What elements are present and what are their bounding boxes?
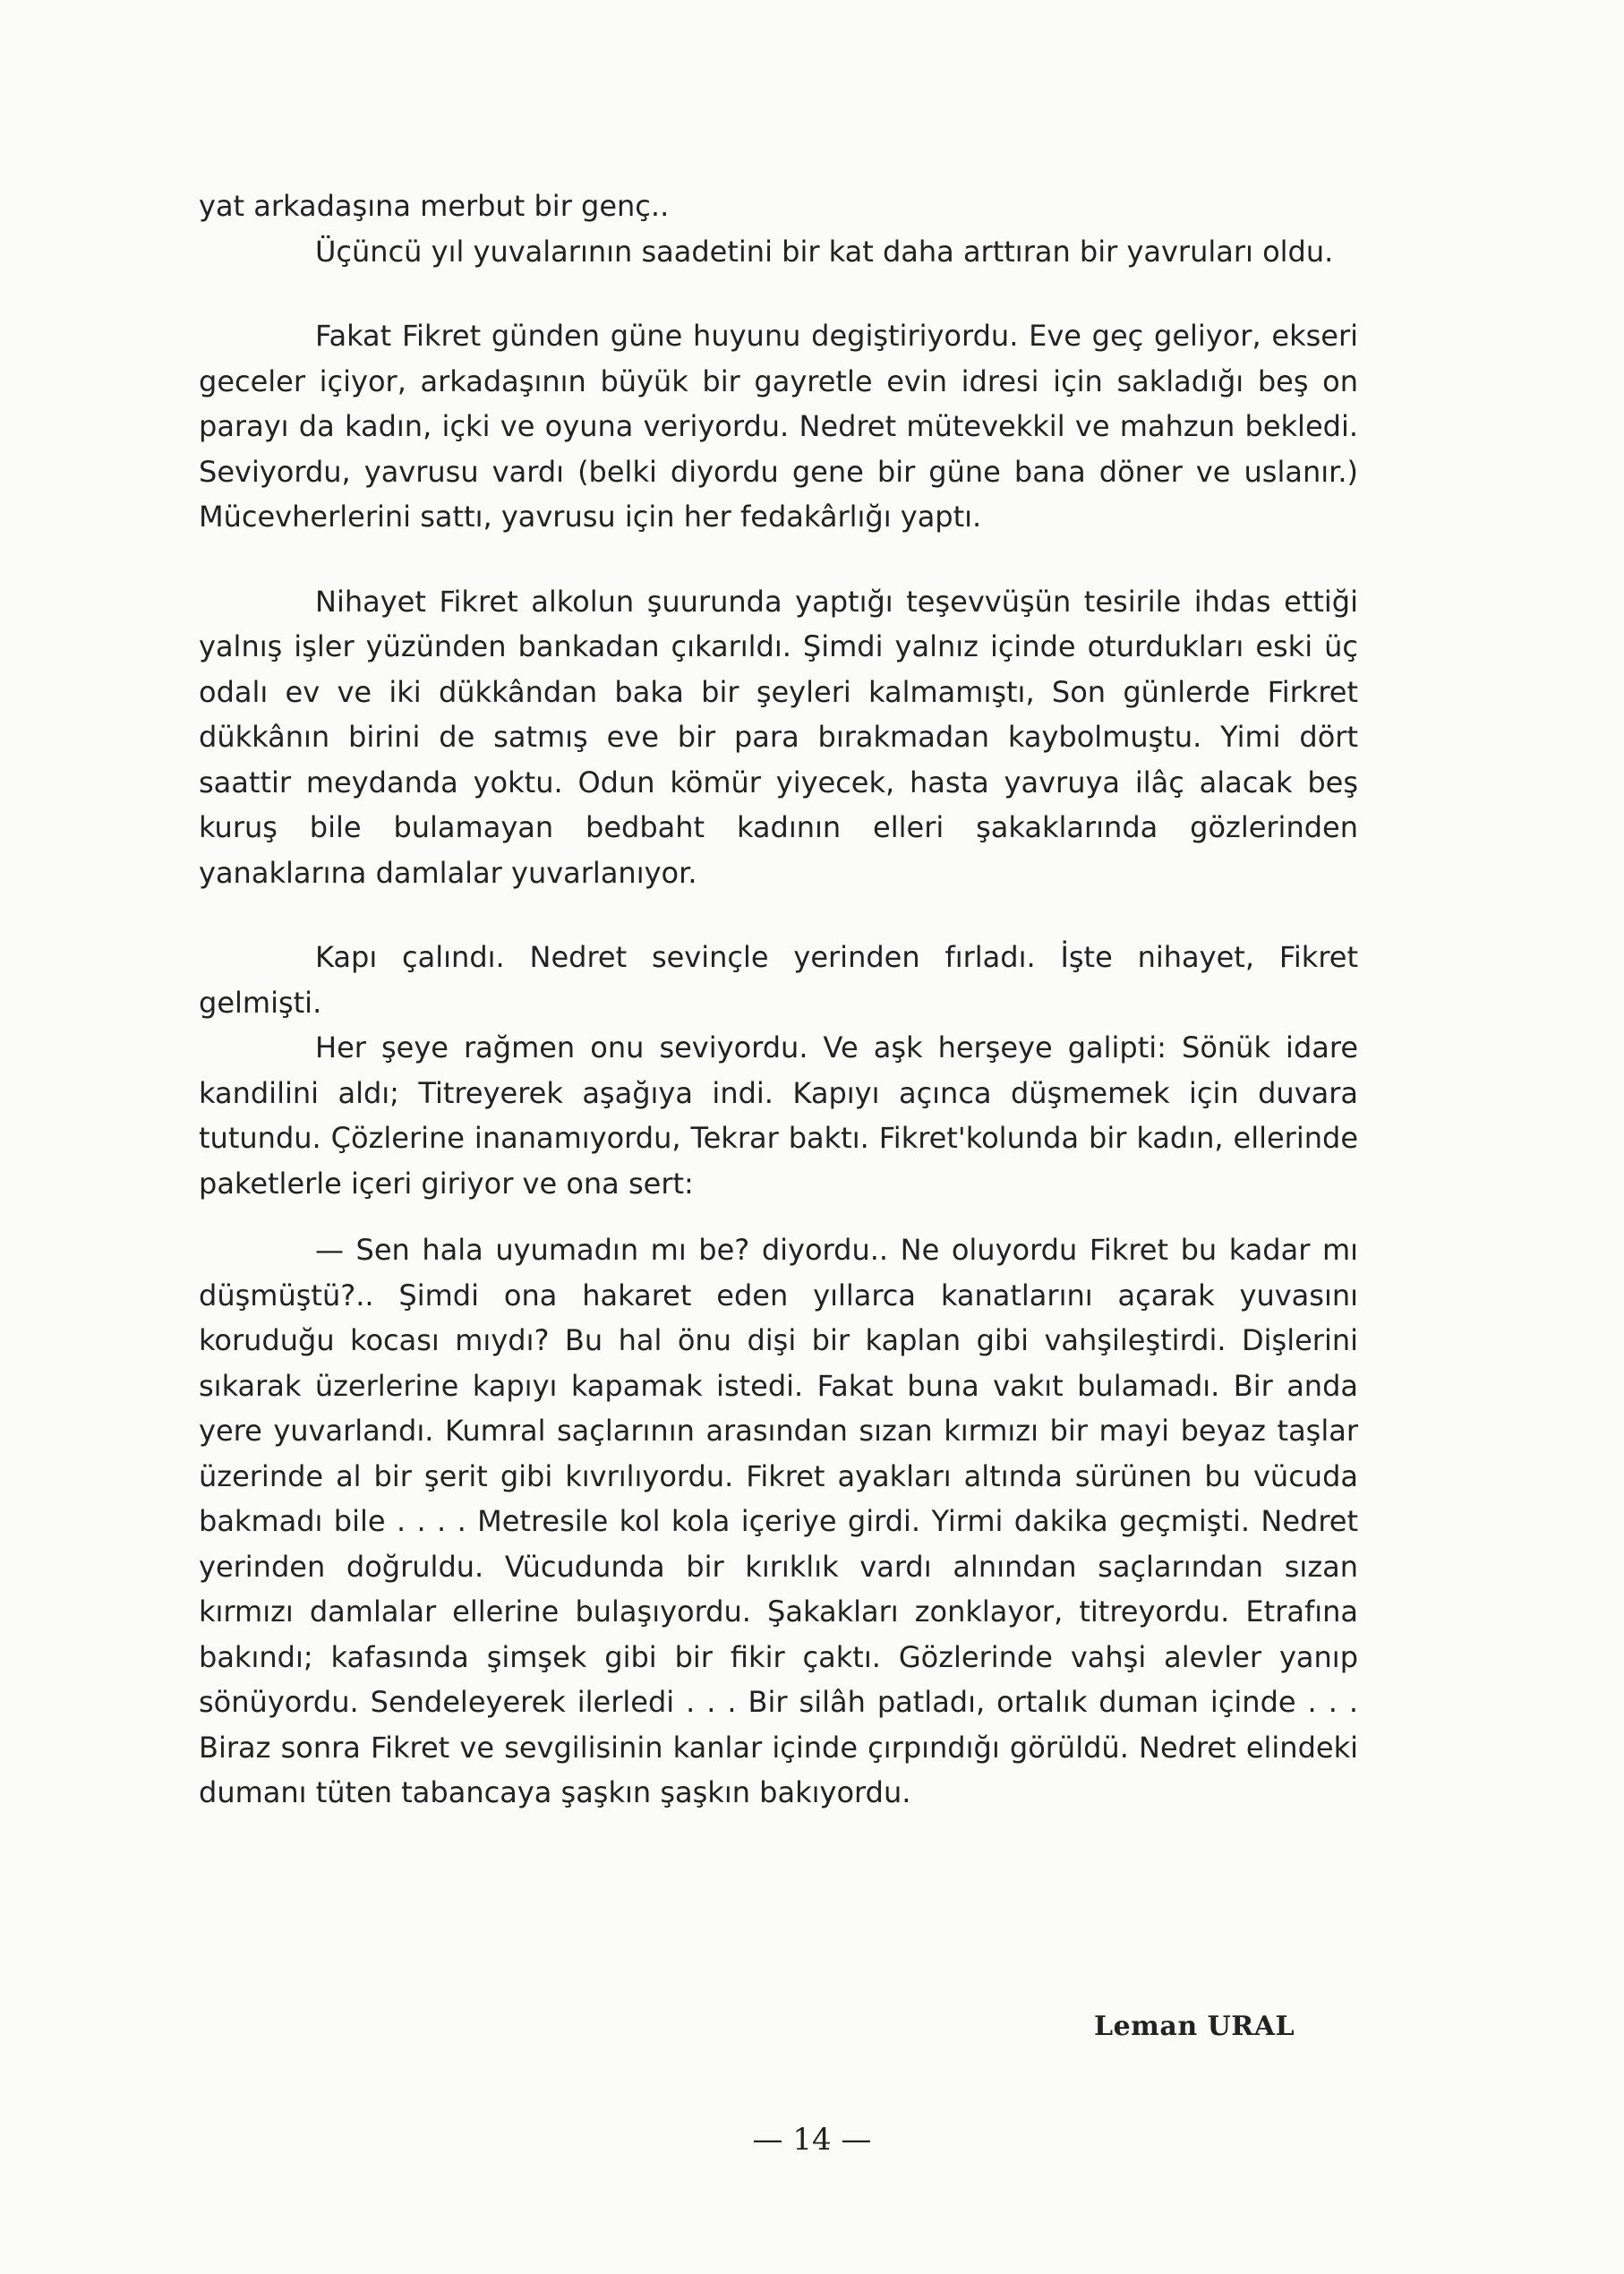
author-signature: Leman URAL [1094, 2011, 1295, 2042]
paragraph-4: Nihayet Fikret alkolun şuurunda yaptığı teşevvüşün tesirile ihdas ettiği yalnış işler yüzünden bankadan çıkarıldı. Şimdi yalnız içinde oturdukları eski üç odalı ev ve iki dükkândan baka bir şeyleri kalmamıştı, Son günlerde Firkret dükkânın birini de satmış eve bir para bırakmadan kaybolmuştu. Yimi dört saattir meydanda yoktu. Odun kömür yiyecek, hasta yavruya ilâç alacak beş kuruş bile bulamayan bedbaht kadının elleri şakaklarında gözlerinden yanaklarına damlalar yuvarlanıyor. [199, 584, 1358, 890]
page-number: — 14 — [752, 2122, 872, 2158]
paragraph-2: Üçüncü yıl yuvalarının saadetini bir kat daha arttıran bir yavruları oldu. [315, 234, 1334, 269]
paragraph-1: yat arkadaşına merbut bir genç.. [199, 189, 670, 223]
paragraph-6: Her şeye rağmen onu seviyordu. Ve aşk herşeye galipti: Sönük idare kandilini aldı; Titreyerek aşağıya indi. Kapıyı açınca düşmemek için duvara tutundu. Çözlerine inanamıyordu, Tekrar baktı. Fikret'kolunda bir kadın, ellerinde paketlerle içeri giriyor ve ona sert: [199, 1030, 1358, 1201]
body-text [199, 184, 1358, 1816]
paragraph-3: Fakat Fikret günden güne huyunu degiştiriyordu. Eve geç geliyor, ekseri geceler içiyor, arkadaşının büyük bir gayretle evin idresi için sakladığı beş on parayı da kadın, içki ve oyuna veriyordu. Nedret mütevekkil ve mahzun bekledi. Seviyordu, yavrusu vardı (belki diyordu gene bir güne bana döner ve uslanır.) Mücevherlerini sattı, yavrusu için her fedakârlığı yaptı. [199, 319, 1358, 534]
paragraph-5: Kapı çalındı. Nedret sevinçle yerinden fırladı. İşte nihayet, Fikret gelmişti. [199, 940, 1358, 1020]
paragraph-7: — Sen hala uyumadın mı be? diyordu.. Ne oluyordu Fikret bu kadar mı düşmüştü?.. Şimdi ona hakaret eden yıllarca kanatlarını açarak yuvasını koruduğu kocası mıydı? Bu hal önu dişi bir kaplan gibi vahşileştirdi. Dişlerini sıkarak üzerlerine kapıyı kapamak istedi. Fakat buna vakıt bulamadı. Bir anda yere yuvarlandı. Kumral saçlarının arasından sızan kırmızı bir mayi beyaz taşlar üzerinde al bir şerit gibi kıvrılıyordu. Fikret ayakları altında sürünen bu vücuda bakmadı bile . . . . Metresile kol kola içeriye girdi. Yirmi dakika geçmişti. Nedret yerinden doğruldu. Vücudunda bir kırıklık vardı alnından saçlarından sızan kırmızı damlalar ellerine bulaşıyordu. Şakakları zonklayor, titreyordu. Etrafına bakındı; kafasında şimşek gibi bir fikir çaktı. Gözlerinde vahşi alevler yanıp sönüyordu. Sendeleyerek ilerledi . . . Bir silâh patladı, ortalık duman içinde . . . Biraz sonra Fikret ve sevgilisinin kanlar içinde çırpındığı görüldü. Nedret elindeki dumanı tüten tabancaya şaşkın şaşkın bakıyordu. [199, 1233, 1358, 1809]
